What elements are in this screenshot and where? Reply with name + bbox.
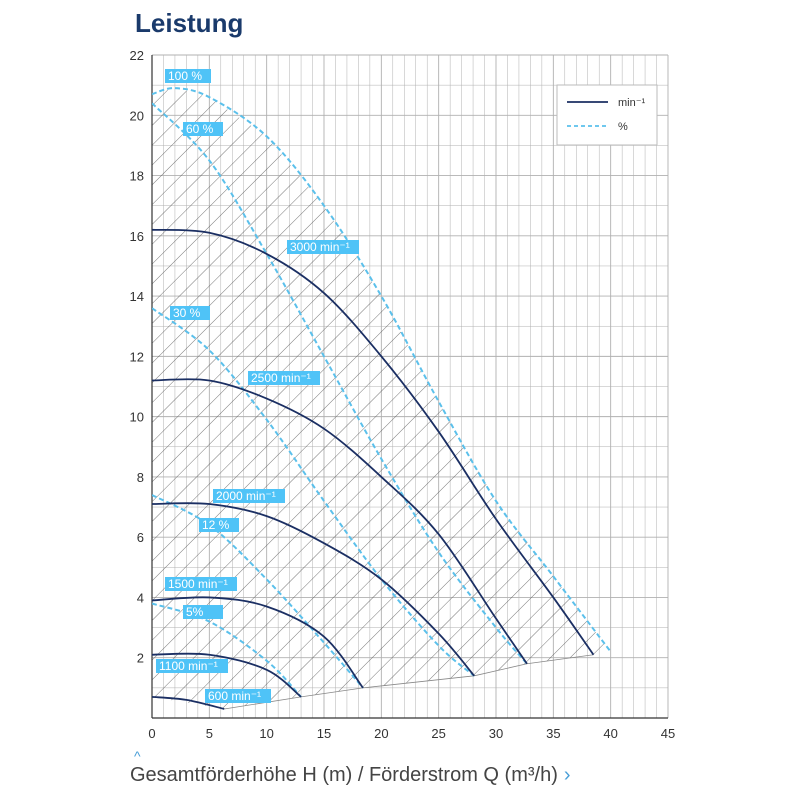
x-tick-label: 40 xyxy=(603,726,618,741)
x-tick-label: 45 xyxy=(660,726,676,741)
y-tick-label: 18 xyxy=(129,168,144,184)
x-tick-label: 20 xyxy=(374,726,389,741)
curve-label-text: 600 min⁻¹ xyxy=(208,689,262,703)
x-tick-label: 30 xyxy=(488,726,504,741)
y-tick-label: 10 xyxy=(129,409,144,425)
x-tick-label: 5 xyxy=(205,726,213,741)
curve-label-text: 3000 min⁻¹ xyxy=(290,240,350,254)
x-tick-label: 35 xyxy=(546,726,561,741)
y-tick-label: 14 xyxy=(129,289,144,305)
x-tick-label: 10 xyxy=(259,726,274,741)
curve-label-text: 5% xyxy=(186,605,204,619)
y-tick-label: 8 xyxy=(136,469,144,485)
page-title: Leistung xyxy=(135,8,244,38)
x-tick-label: 0 xyxy=(148,726,156,741)
y-tick-label: 4 xyxy=(136,590,144,606)
legend-box xyxy=(557,85,657,145)
y-tick-label: 16 xyxy=(129,228,144,244)
speed-curve-label xyxy=(165,577,237,591)
y-tick-label: 2 xyxy=(136,650,144,666)
speed-curve-label xyxy=(156,659,228,673)
caret-up-icon[interactable]: ^ xyxy=(134,748,141,764)
legend-entry-label: % xyxy=(618,121,628,133)
speed-curve-label xyxy=(205,689,271,703)
speed-curve-label xyxy=(213,489,285,503)
curve-label-text: 2000 min⁻¹ xyxy=(216,489,276,503)
x-tick-label: 15 xyxy=(316,726,332,741)
percent-curve-label xyxy=(170,306,210,320)
curve-label-text: 100 % xyxy=(168,69,203,83)
x-axis-caption-text: Gesamtförderhöhe H (m) / Förderstrom Q (m³/h) xyxy=(130,764,558,786)
percent-curve-label xyxy=(183,605,223,619)
x-tick-labels xyxy=(148,726,675,741)
y-tick-label: 12 xyxy=(129,349,144,365)
x-axis-caption[interactable] xyxy=(130,764,571,787)
curve-label-text: 12 % xyxy=(202,518,230,532)
percent-curve-label xyxy=(183,122,223,136)
chevron-right-icon[interactable]: › xyxy=(563,764,571,786)
speed-curve-label xyxy=(248,371,320,385)
legend-entry-label: min⁻¹ xyxy=(618,97,646,109)
curve-label-text: 2500 min⁻¹ xyxy=(251,371,311,385)
curve-label-text: 1500 min⁻¹ xyxy=(168,577,228,591)
curve-label-text: 60 % xyxy=(186,122,214,136)
percent-curve-label xyxy=(165,69,211,83)
y-tick-label: 22 xyxy=(129,48,144,63)
curve-label-text: 1100 min⁻¹ xyxy=(159,659,218,673)
percent-curve-label xyxy=(199,518,239,532)
y-tick-labels xyxy=(130,48,144,666)
speed-curve-label xyxy=(287,240,359,254)
curve-label-text: 30 % xyxy=(173,306,201,320)
legend xyxy=(557,85,657,145)
y-tick-label: 20 xyxy=(129,108,144,124)
x-tick-label: 25 xyxy=(431,726,446,741)
y-tick-label: 6 xyxy=(136,530,144,546)
